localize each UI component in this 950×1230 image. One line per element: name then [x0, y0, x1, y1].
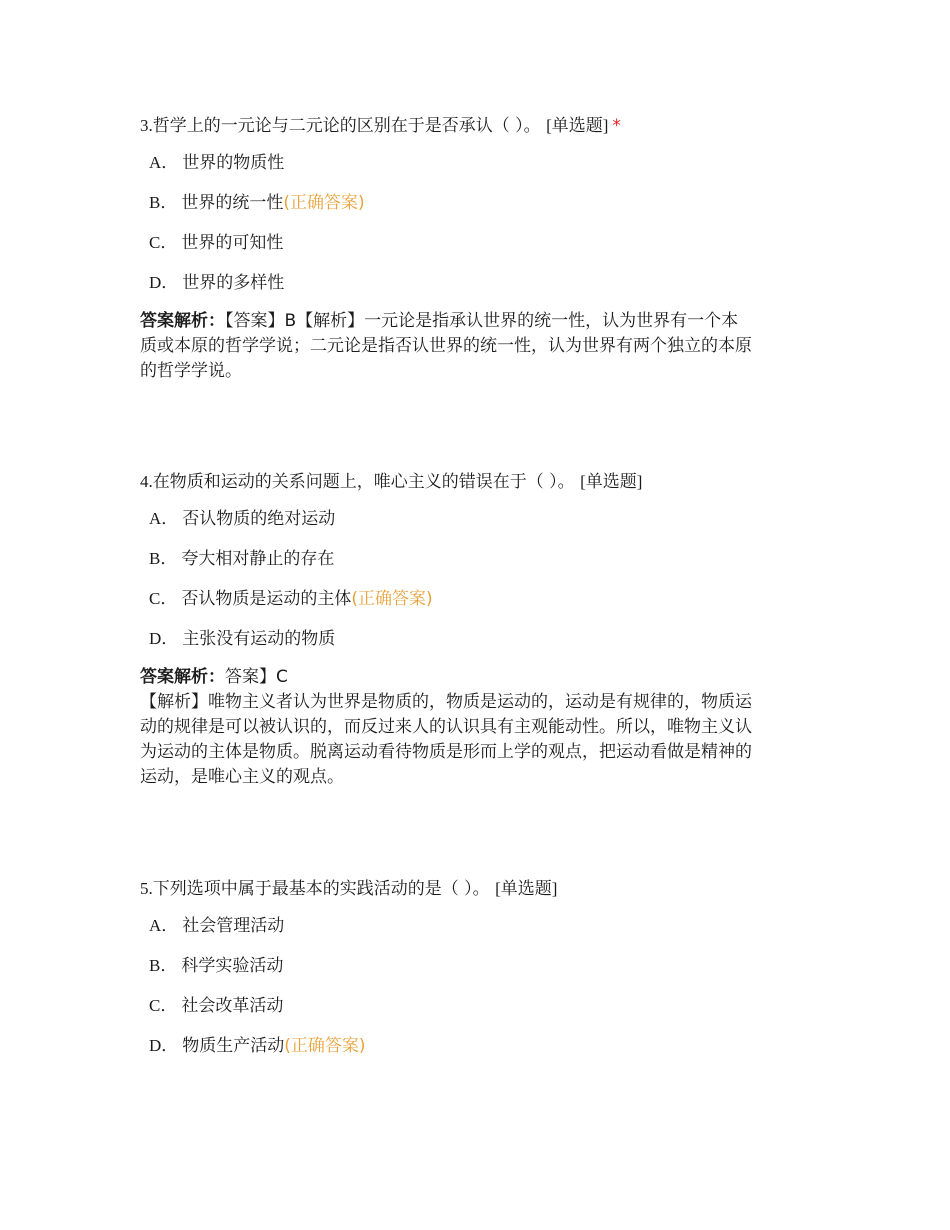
option-a[interactable] — [140, 151, 820, 191]
option-b[interactable] — [140, 547, 820, 587]
analysis-text: 答案】C — [225, 667, 288, 687]
analysis-text: 【答案】B【解析】一元论是指承认世界的统一性，认为世界有一个本 — [225, 311, 739, 331]
analysis-label: 答案解析： — [140, 311, 225, 331]
option-a[interactable] — [140, 507, 820, 547]
analysis-line: 为运动的主体是物质。脱离运动看待物质是形而上学的观点，把运动看做是精神的 — [140, 742, 752, 762]
analysis-line: 质或本原的哲学学说；二元论是指否认世界的统一性，认为世界有两个独立的本原 — [140, 336, 752, 356]
option-text: 社会管理活动 — [182, 916, 285, 936]
option-b[interactable] — [140, 954, 820, 994]
options-list — [140, 914, 820, 1074]
correct-answer-tag: (正确答案) — [351, 589, 433, 609]
option-text: 否认物质是运动的主体 — [181, 589, 352, 609]
option-c[interactable] — [140, 231, 820, 271]
question-type: [单选题] — [495, 879, 558, 898]
required-marker: * — [612, 116, 621, 136]
option-text: 社会改革活动 — [181, 996, 284, 1016]
answer-analysis — [140, 309, 820, 384]
option-d[interactable] — [140, 627, 820, 667]
option-text: 世界的统一性 — [181, 193, 284, 213]
question-title — [140, 114, 820, 138]
correct-answer-tag: (正确答案) — [284, 1036, 366, 1056]
option-text: 世界的物质性 — [182, 153, 285, 173]
option-b[interactable] — [140, 191, 820, 231]
question-text: 哲学上的一元论与二元论的区别在于是否承认（ ）。 — [152, 116, 541, 136]
question-text: 下列选项中属于最基本的实践活动的是（ ）。 — [152, 879, 490, 899]
option-letter: B． — [149, 549, 178, 568]
option-letter: D． — [149, 273, 179, 292]
option-letter: B． — [149, 193, 178, 212]
question-4 — [140, 470, 820, 790]
option-text: 世界的多样性 — [182, 273, 285, 293]
option-d[interactable] — [140, 271, 820, 311]
question-title — [140, 470, 820, 494]
option-letter: C． — [149, 996, 178, 1015]
option-c[interactable] — [140, 994, 820, 1034]
option-text: 物质生产活动 — [182, 1036, 285, 1056]
correct-answer-tag: (正确答案) — [283, 193, 365, 213]
option-a[interactable] — [140, 914, 820, 954]
option-d[interactable] — [140, 1034, 820, 1074]
analysis-line: 运动，是唯心主义的观点。 — [140, 767, 344, 787]
option-letter: D． — [149, 629, 179, 648]
options-list — [140, 151, 820, 311]
analysis-line: 【解析】唯物主义者认为世界是物质的，物质是运动的，运动是有规律的，物质运 — [140, 692, 752, 712]
option-letter: C． — [149, 589, 178, 608]
analysis-line: 的哲学学说。 — [140, 361, 242, 381]
option-letter: A． — [149, 509, 179, 528]
option-letter: C． — [149, 233, 178, 252]
options-list — [140, 507, 820, 667]
question-type: [单选题] — [546, 116, 609, 135]
question-3 — [140, 114, 820, 384]
question-5 — [140, 877, 820, 1074]
option-text: 主张没有运动的物质 — [182, 629, 336, 649]
analysis-label: 答案解析： — [140, 667, 225, 687]
option-text: 科学实验活动 — [181, 956, 284, 976]
option-letter: D． — [149, 1036, 179, 1055]
question-number: 3. — [140, 116, 153, 135]
answer-analysis — [140, 665, 820, 790]
question-number: 4. — [140, 472, 153, 491]
analysis-line — [140, 309, 820, 334]
option-letter: A． — [149, 916, 179, 935]
question-number: 5. — [140, 879, 153, 898]
option-c[interactable] — [140, 587, 820, 627]
question-title — [140, 877, 820, 901]
option-text: 否认物质的绝对运动 — [182, 509, 336, 529]
analysis-line — [140, 665, 820, 690]
analysis-line: 动的规律是可以被认识的，而反过来人的认识具有主观能动性。所以，唯物主义认 — [140, 717, 752, 737]
option-letter: B． — [149, 956, 178, 975]
option-text: 世界的可知性 — [181, 233, 284, 253]
question-type: [单选题] — [580, 472, 643, 491]
option-letter: A． — [149, 153, 179, 172]
option-text: 夸大相对静止的存在 — [181, 549, 335, 569]
question-text: 在物质和运动的关系问题上，唯心主义的错误在于（ ）。 — [152, 472, 575, 492]
